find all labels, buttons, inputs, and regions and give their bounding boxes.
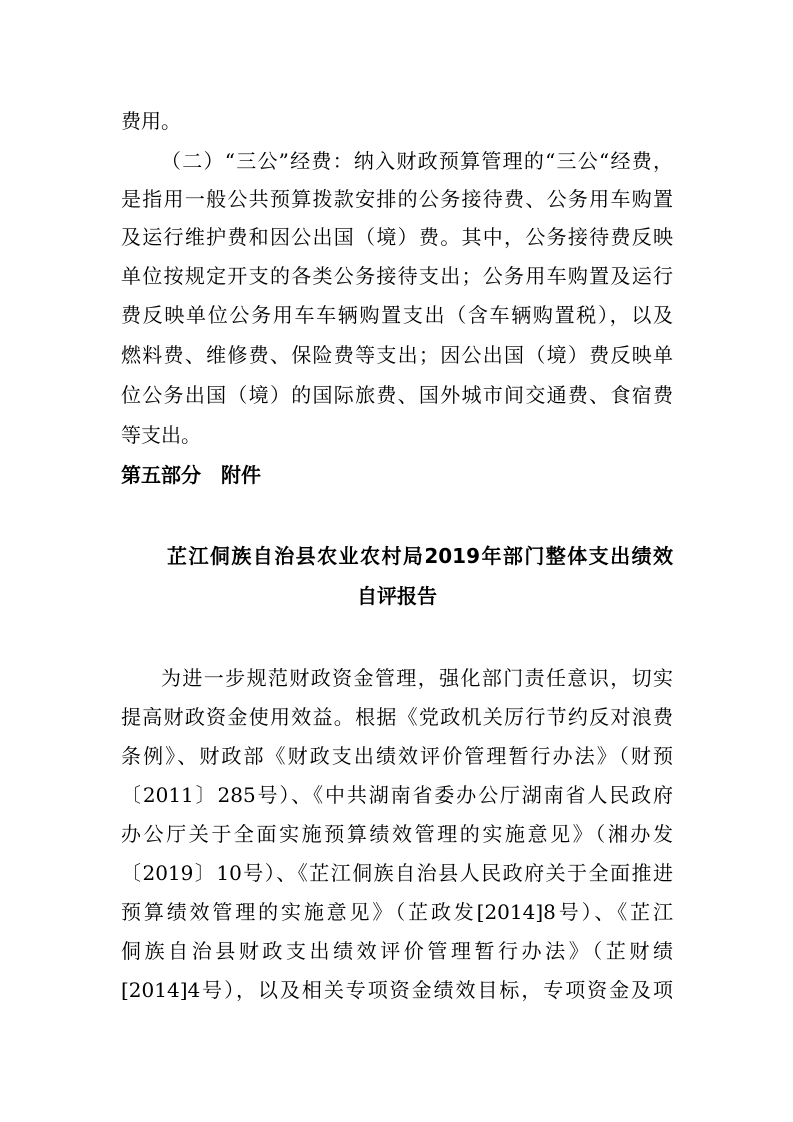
paragraph-line: 条例》、财政部《财政支出绩效评价管理暂行办法》（财预	[121, 744, 673, 768]
paragraph-line: 〔2011〕285号）、《中共湖南省委办公厅湖南省人民政府	[121, 783, 673, 807]
paragraph-line: 燃料费、维修费、保险费等支出；因公出国（境）费反映单	[121, 343, 673, 367]
paragraph-line: 侗族自治县财政支出绩效评价管理暂行办法》（芷财绩	[121, 939, 673, 963]
paragraph-line: 预算绩效管理的实施意见》（芷政发[2014]8号）、《芷江	[121, 900, 673, 924]
paragraph-line: 费用。	[121, 109, 181, 133]
paragraph-line: 费反映单位公务用车车辆购置支出（含车辆购置税），以及	[121, 303, 673, 327]
report-title-line-1: 芷江侗族自治县农业农村局2019年部门整体支出绩效	[167, 544, 673, 568]
section-heading: 第五部分 附件	[121, 463, 261, 487]
paragraph-line: （二）“三公”经费：纳入财政预算管理的“三公“经费，	[161, 149, 673, 173]
paragraph-line: 单位按规定开支的各类公务接待支出；公务用车购置及运行	[121, 264, 673, 288]
paragraph-line: 〔2019〕10号）、《芷江侗族自治县人民政府关于全面推进	[121, 861, 673, 885]
paragraph-line: [2014]4号），以及相关专项资金绩效目标，专项资金及项	[121, 978, 673, 1002]
report-title-line-2: 自评报告	[357, 584, 437, 608]
paragraph-line: 及运行维护费和因公出国（境）费。其中，公务接待费反映	[121, 225, 673, 249]
paragraph-line: 是指用一般公共预算拨款安排的公务接待费、公务用车购置	[121, 187, 673, 211]
paragraph-line: 办公厅关于全面实施预算绩效管理的实施意见》（湘办发	[121, 822, 673, 846]
paragraph-line: 为进一步规范财政资金管理，强化部门责任意识，切实	[161, 666, 673, 690]
paragraph-line: 等支出。	[121, 423, 201, 447]
paragraph-line: 位公务出国（境）的国际旅费、国外城市间交通费、食宿费	[121, 383, 673, 407]
paragraph-line: 提高财政资金使用效益。根据《党政机关厉行节约反对浪费	[121, 705, 673, 729]
